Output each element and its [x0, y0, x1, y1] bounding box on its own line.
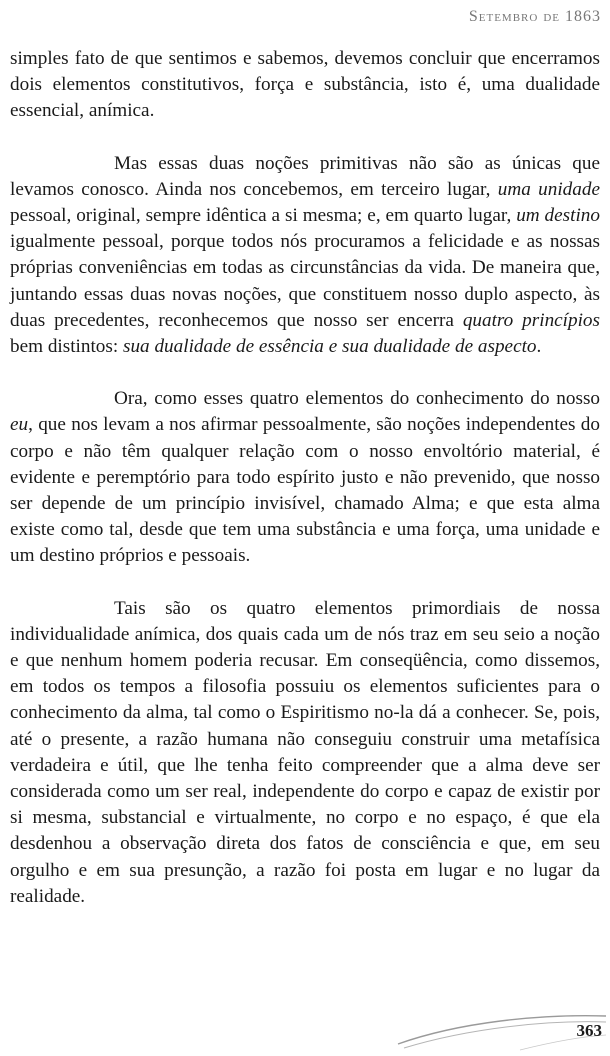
text-run: Tais são os quatro elementos primordiais de nossa individualidade anímica, dos quais cada um de nós traz em seu seio a noção e que nenhum homem poderia recusar. Em conseqüência, como dissemos, em todos os tempos a filosofia possuiu os elementos suficientes para o conhecimento da alma, tal como o Espiritismo no-la dá a conhecer. Se, pois, até o presente, a razão humana não conseguiu construir uma metafísica verdadeira e útil, que lhe tenha feito compreender que a alma deve ser considerada como um ser real, independente do corpo e capaz de existir por si mesma, substancial e virtualmente, no corpo e no espaço, é que ela desdenhou a observação direta dos fatos de consciência e que, em seu orgulho e em sua presunção, a razão foi posta em lugar e no lugar da realidade. [10, 597, 600, 907]
text-run: Mas essas duas noções primitivas não são as únicas que levamos conosco. Ainda nos concebemos, em terceiro lugar, [10, 152, 600, 200]
page-body [10, 46, 600, 910]
paragraph-1 [10, 46, 600, 125]
text-run: bem distintos: [10, 336, 123, 358]
italic-text-run: sua dualidade de essência e sua dualidade de aspecto [123, 336, 537, 358]
paragraph-4 [10, 596, 600, 910]
footer-swoosh-ornament [0, 1010, 610, 1056]
paragraph-3 [10, 386, 600, 569]
italic-text-run: um destino [516, 205, 600, 227]
paragraph-2 [10, 151, 600, 361]
italic-text-run: quatro princípios [462, 309, 600, 331]
text-run: pessoal, original, sempre idêntica a si mesma; e, em quarto lugar, [10, 205, 517, 227]
text-run: Ora, como esses quatro elementos do conhecimento do nosso [114, 388, 600, 410]
italic-text-run: uma unidade [497, 178, 600, 200]
italic-text-run: eu [10, 414, 29, 436]
text-run: , que nos levam a nos afirmar pessoalmente, são noções independentes do corpo e não têm qualquer relação com o nosso envoltório material, é evidente e peremptório para todo espírito justo e não prevenido, que nosso ser depende de um princípio invisível, chamado Alma; e que esta alma existe como tal, desde que tem uma substância e uma força, uma unidade e um destino próprios e pessoais. [10, 414, 600, 567]
text-run: simples fato de que sentimos e sabemos, devemos concluir que encerramos dois elementos constitutivos, força e substância, isto é, uma dualidade essencial, anímica. [10, 48, 600, 122]
text-run: . [536, 336, 542, 358]
running-header: Setembro de 1863 [468, 8, 601, 25]
page-number: 363 [576, 1021, 602, 1040]
text-run: igualmente pessoal, porque todos nós procuramos a felicidade e as nossas próprias conveniências em todas as circunstâncias da vida. De maneira que, juntando essas duas novas noções, que constituem nosso duplo aspecto, às duas precedentes, reconhecemos que nosso ser encerra [10, 231, 600, 331]
